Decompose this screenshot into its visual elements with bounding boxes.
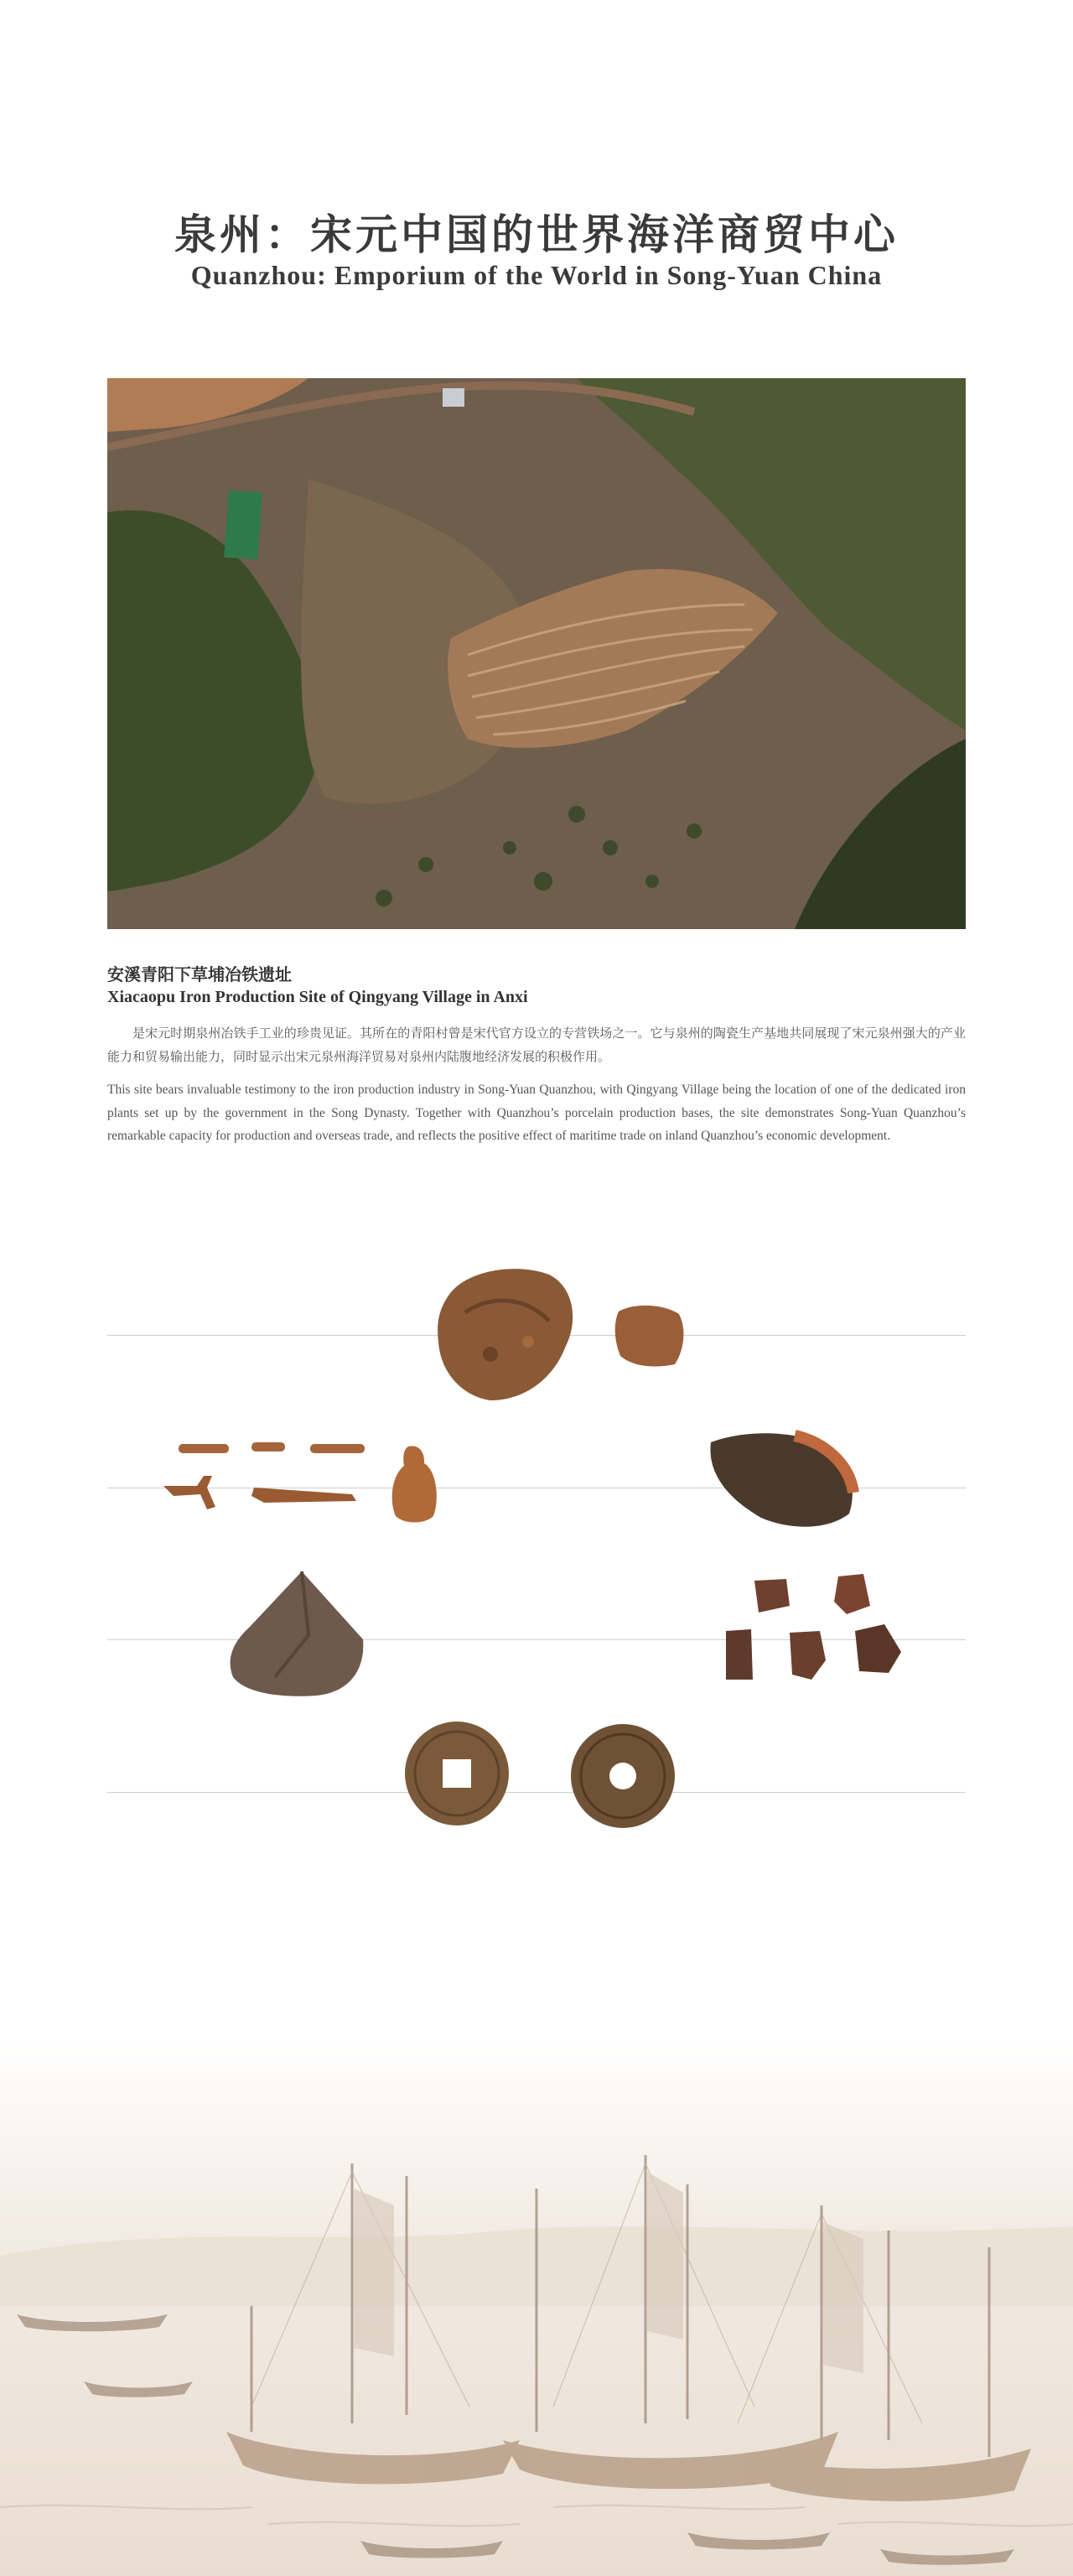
iron-slag-large	[432, 1262, 578, 1405]
copper-coin-round-hole	[568, 1722, 677, 1830]
harbor-painting-background	[0, 2038, 1073, 2576]
iron-slag-small	[612, 1301, 687, 1368]
exhibit-title-en: Quanzhou: Emporium of the World in Song-Yuan China	[190, 260, 883, 290]
iron-nails-group	[163, 1436, 377, 1528]
site-description-zh: 是宋元时期泉州冶铁手工业的珍贵见证。其所在的青阳村曾是宋代官方设立的专营铁场之一。它与泉州的陶瓷生产基地共同展现了宋元泉州强大的产业能力和贸易输出能力，同时显示出宋元泉州海洋贸易对泉州内陆腹地经济发展的积极作用。	[107, 1026, 966, 1064]
iron-slag-pyramid	[225, 1568, 371, 1698]
ore-fragments-group	[721, 1572, 905, 1681]
display-shelf-line	[107, 1792, 966, 1793]
site-name-zh: 安溪青阳下草埔冶铁遗址	[107, 964, 292, 984]
site-name-en: Xiacaopu Iron Production Site of Qingyang Village in Anxi	[107, 988, 528, 1006]
site-description-en: This site bears invaluable testimony to the iron production industry in Song-Yuan Quanzhou, with Qingyang Village being the location of one of the dedicated iron plants set up by the government in the Song Dynasty. Together with Quanzhou’s porcelain production bases, the site demonstrates Song-Yuan Quanzhou’s remarkable capacity for production and overseas trade, and reflects the positive effect of maritime trade on inland Quanzhou’s economic development.	[107, 1083, 966, 1143]
aerial-site-photo	[107, 378, 966, 929]
iron-slag-dark-fragment	[702, 1426, 862, 1530]
copper-coin-square-hole	[402, 1719, 511, 1828]
iron-weight-artifact	[387, 1442, 442, 1526]
exhibit-title-zh: 泉州：宋元中国的世界海洋商贸中心	[174, 210, 899, 259]
